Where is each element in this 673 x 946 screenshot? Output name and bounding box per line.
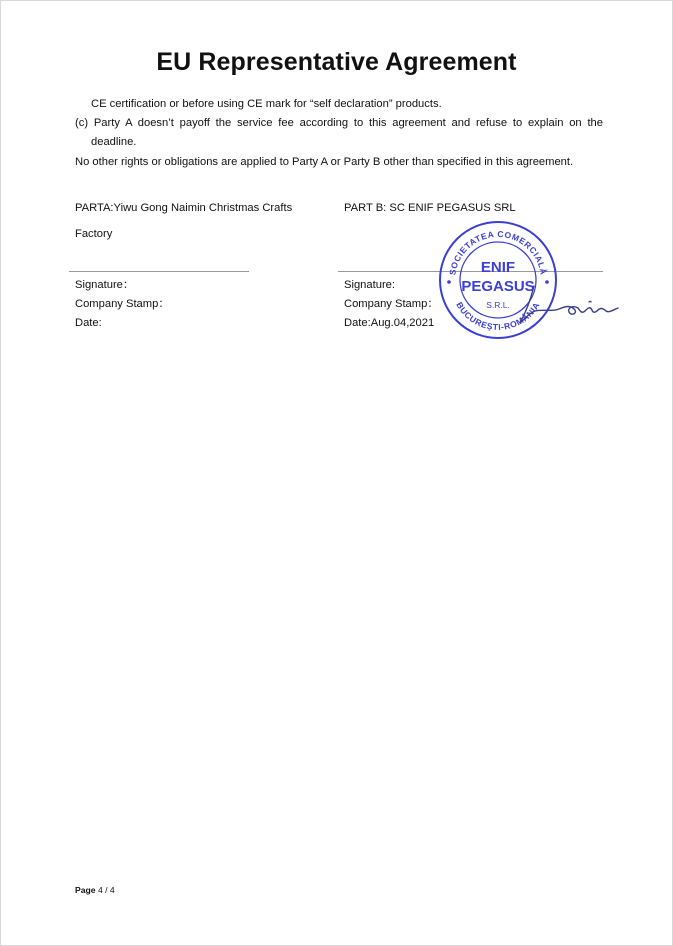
stamp-enif: ENIF <box>480 259 516 276</box>
footer-page-word: Page <box>75 885 96 895</box>
body-line-no-other: No other rights or obligations are applied to Party A or Party B other than specified in this agreement. <box>75 156 574 168</box>
party-b-name: PART B: SC ENIF PEGASUS SRL <box>344 202 516 214</box>
body-line-ce: CE certification or before using CE mark for “self declaration” products. <box>91 98 442 110</box>
party-a-signature-rule <box>69 271 249 272</box>
stamp-pegasus: PEGASUS <box>461 278 535 295</box>
party-a-date-label: Date: <box>75 317 102 329</box>
body-line-c: (c) Party A doesn’t payoff the service fee according to this agreement and refuse to explain on the <box>75 117 603 129</box>
document-title: EU Representative Agreement <box>156 48 517 76</box>
party-a-name-line2: Factory <box>75 228 113 240</box>
body-line-deadline: deadline. <box>91 136 137 148</box>
stamp-srl: S.R.L. <box>486 300 510 310</box>
stamp-bottom-text: BUCUREȘTI-ROMÂNIA <box>454 300 542 333</box>
handwritten-signature <box>514 282 620 328</box>
stamp-dot-left <box>447 280 451 284</box>
party-a-signature-label: Signature： <box>75 279 135 291</box>
footer-page-number: 4 / 4 <box>97 885 115 895</box>
party-a-name-line1: PARTA:Yiwu Gong Naimin Christmas Crafts <box>75 202 293 214</box>
party-b-signature-label: Signature: <box>344 279 395 291</box>
party-b-stamp-label: Company Stamp： <box>344 298 439 310</box>
party-a-stamp-label: Company Stamp： <box>75 298 170 310</box>
page-footer <box>75 885 115 895</box>
party-b-date-label: Date:Aug.04,2021 <box>344 317 435 329</box>
stamp-top-text: SOCIETATEA COMERCIALĂ <box>447 228 549 276</box>
